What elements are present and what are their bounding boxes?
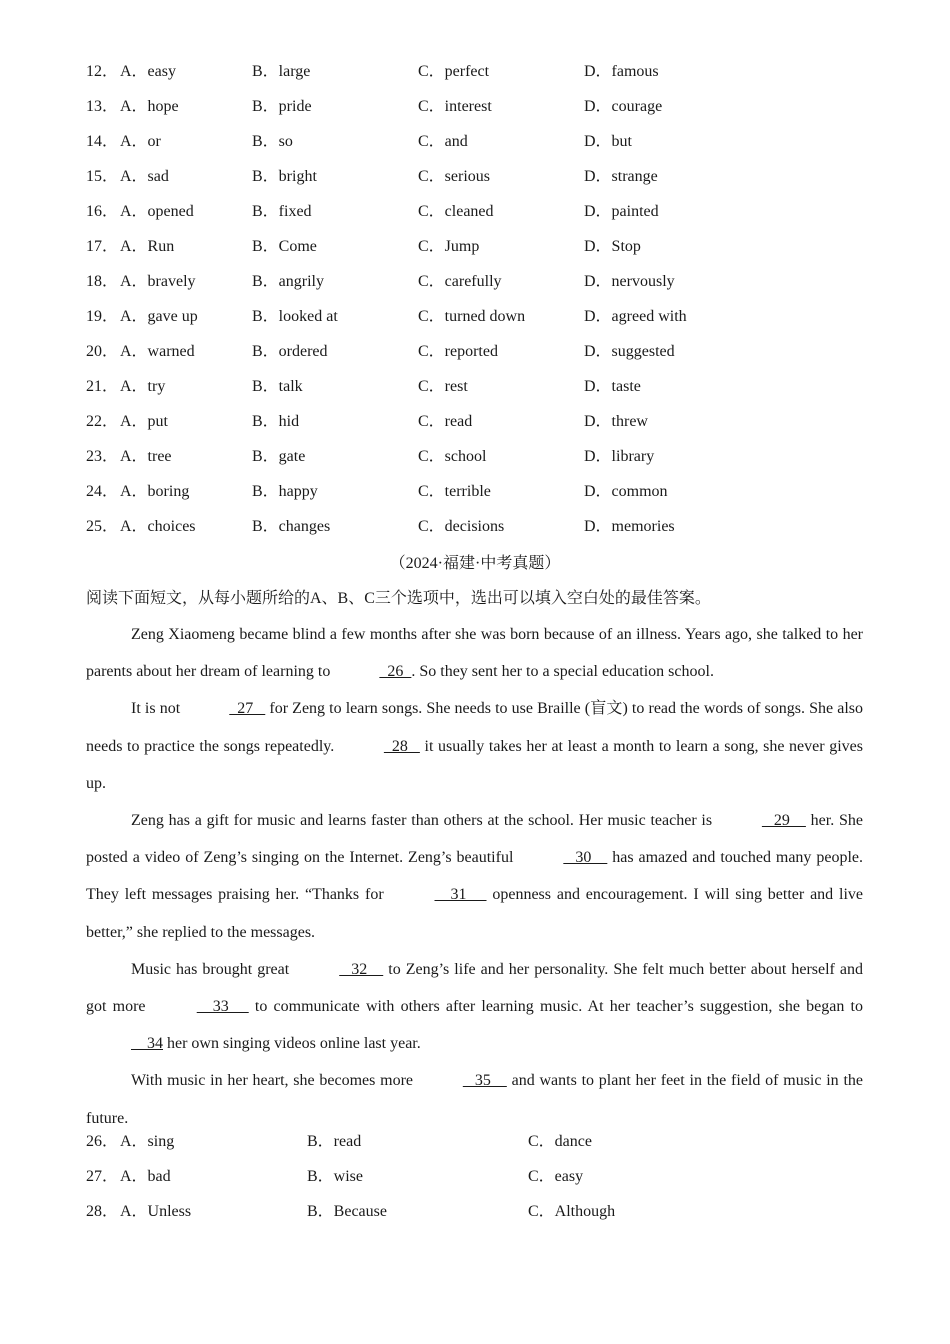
question-number: 13． [86,98,119,115]
option-d: D．threw [584,413,648,430]
option-a: A．hope [120,98,179,115]
paragraph [86,802,863,951]
option-b: B．wise [307,1168,364,1185]
option-c: C．serious [418,168,491,185]
option-a: A．boring [120,483,190,500]
passage-text: to communicate with others after learning music. At her teacher’s suggestion, she began to [248,998,863,1016]
question-number: 14． [86,133,119,150]
question-number: 19． [86,308,119,325]
reading-passage [86,616,863,1137]
option-d: D．taste [584,378,641,395]
option-b: B．talk [252,378,303,395]
option-c: C．easy [528,1168,584,1185]
passage-text: her own singing videos online last year. [163,1035,421,1053]
instructions: 阅读下面短文，从每小题所给的A、B、C三个选项中，选出可以填入空白处的最佳答案。 [86,590,711,607]
option-d: D．painted [584,203,659,220]
blank-34: 34 [131,1035,163,1053]
option-a: A．or [120,133,161,150]
option-d: D．famous [584,63,659,80]
blank-32: 32 [339,960,384,978]
passage-text: Zeng Xiaomeng became blind a few months after she was born because of an illness. Years ago, she talked to her parents about her dream of learning to [86,626,863,681]
option-c: C．and [418,133,468,150]
option-a: A．easy [120,63,176,80]
question-18 [86,272,866,292]
option-b: B．so [252,133,293,150]
option-b: B．pride [252,98,312,115]
option-c: C．reported [418,343,498,360]
option-b: B．changes [252,518,331,535]
blank-27: 27 [229,700,266,718]
question-26 [86,1132,866,1152]
passage-text: and wants to plant her feet in the field of music in the future. [86,1072,864,1127]
option-c: C．carefully [418,273,502,290]
option-d: D．agreed with [584,308,687,325]
option-d: D．memories [584,518,675,535]
passage-text: it usually takes her at least a month to learn a song, she never gives up. [86,737,863,792]
option-d: D．but [584,133,633,150]
option-d: D．common [584,483,668,500]
option-a: A．Unless [120,1203,192,1220]
option-c: C．interest [418,98,492,115]
option-a: A．gave up [120,308,198,325]
option-c: C．Jump [418,238,480,255]
option-b: B．read [307,1133,362,1150]
option-c: C．perfect [418,63,490,80]
option-b: B．gate [252,448,306,465]
exam-source: （2024·福建·中考真题） [389,555,561,572]
question-number: 22． [86,413,119,430]
option-b: B．hid [252,413,300,430]
question-number: 18． [86,273,119,290]
option-b: B．ordered [252,343,328,360]
option-c: C．school [418,448,487,465]
question-number: 27． [86,1168,119,1185]
question-number: 21． [86,378,119,395]
option-a: A．bad [120,1168,171,1185]
option-a: A．sing [120,1133,175,1150]
question-25 [86,517,866,537]
blank-26: 26 [379,663,412,681]
question-28 [86,1202,866,1222]
question-19 [86,307,866,327]
question-20 [86,342,866,362]
option-c: C．Although [528,1203,616,1220]
blank-35: 35 [462,1072,507,1090]
question-24 [86,482,866,502]
option-b: B．happy [252,483,318,500]
question-16 [86,202,866,222]
question-27 [86,1167,866,1187]
option-c: C．rest [418,378,468,395]
passage-text: has amazed and touched many people. They left messages praising her. “Thanks for [86,849,864,904]
question-number: 25． [86,518,119,535]
paragraph [86,616,863,690]
option-d: D．nervously [584,273,675,290]
question-number: 12． [86,63,119,80]
question-17 [86,237,866,257]
option-b: B．looked at [252,308,338,325]
option-a: A．try [120,378,166,395]
question-number: 20． [86,343,119,360]
option-a: A．warned [120,343,195,360]
question-number: 15． [86,168,119,185]
question-23 [86,447,866,467]
option-b: B．Because [307,1203,387,1220]
passage-text: . So they sent her to a special education school. [411,663,714,681]
question-13 [86,97,866,117]
paragraph [86,1062,863,1136]
option-d: D．library [584,448,655,465]
passage-text: Zeng has a gift for music and learns faster than others at the school. Her music teacher is [131,812,717,830]
question-12 [86,62,866,82]
option-c: C．cleaned [418,203,494,220]
option-a: A．put [120,413,169,430]
question-21 [86,377,866,397]
passage-text: for Zeng to learn songs. She needs to use Braille (盲文) to read the words of songs. She also needs to practice the songs repeatedly. [86,700,863,755]
question-14 [86,132,866,152]
option-c: C．terrible [418,483,491,500]
option-d: D．Stop [584,238,641,255]
passage-text: With music in her heart, she becomes more [131,1072,418,1090]
question-number: 23． [86,448,119,465]
passage-text: It is not [131,700,185,718]
question-number: 26． [86,1133,119,1150]
question-number: 16． [86,203,119,220]
question-number: 17． [86,238,119,255]
option-b: B．fixed [252,203,312,220]
option-a: A．tree [120,448,172,465]
option-d: D．courage [584,98,663,115]
passage-text: to Zeng’s life and her personality. She felt much better about herself and got more [86,960,864,1016]
option-b: B．bright [252,168,317,185]
option-b: B．Come [252,238,317,255]
option-c: C．dance [528,1133,592,1150]
option-b: B．angrily [252,273,324,290]
option-a: A．choices [120,518,196,535]
paragraph [86,690,863,802]
option-d: D．strange [584,168,658,185]
option-b: B．large [252,63,311,80]
blank-31: 31 [434,886,487,904]
passage-text: Music has brought great [131,960,295,978]
option-a: A．Run [120,238,175,255]
option-c: C．turned down [418,308,526,325]
question-number: 28． [86,1203,119,1220]
option-d: D．suggested [584,343,675,360]
option-c: C．decisions [418,518,505,535]
blank-30: 30 [563,849,608,867]
passage-text: her. She posted a video of Zeng’s singing on the Internet. Zeng’s beautiful [86,812,864,867]
option-a: A．bravely [120,273,196,290]
paragraph [86,951,863,1063]
option-c: C．read [418,413,473,430]
question-15 [86,167,866,187]
question-number: 24． [86,483,119,500]
blank-29: 29 [761,812,806,830]
blank-28: 28 [383,737,420,755]
blank-33: 33 [196,998,249,1016]
option-a: A．sad [120,168,169,185]
passage-text: openness and encouragement. I will sing better and live better,” she replied to the messages. [86,886,864,941]
question-22 [86,412,866,432]
option-a: A．opened [120,203,194,220]
